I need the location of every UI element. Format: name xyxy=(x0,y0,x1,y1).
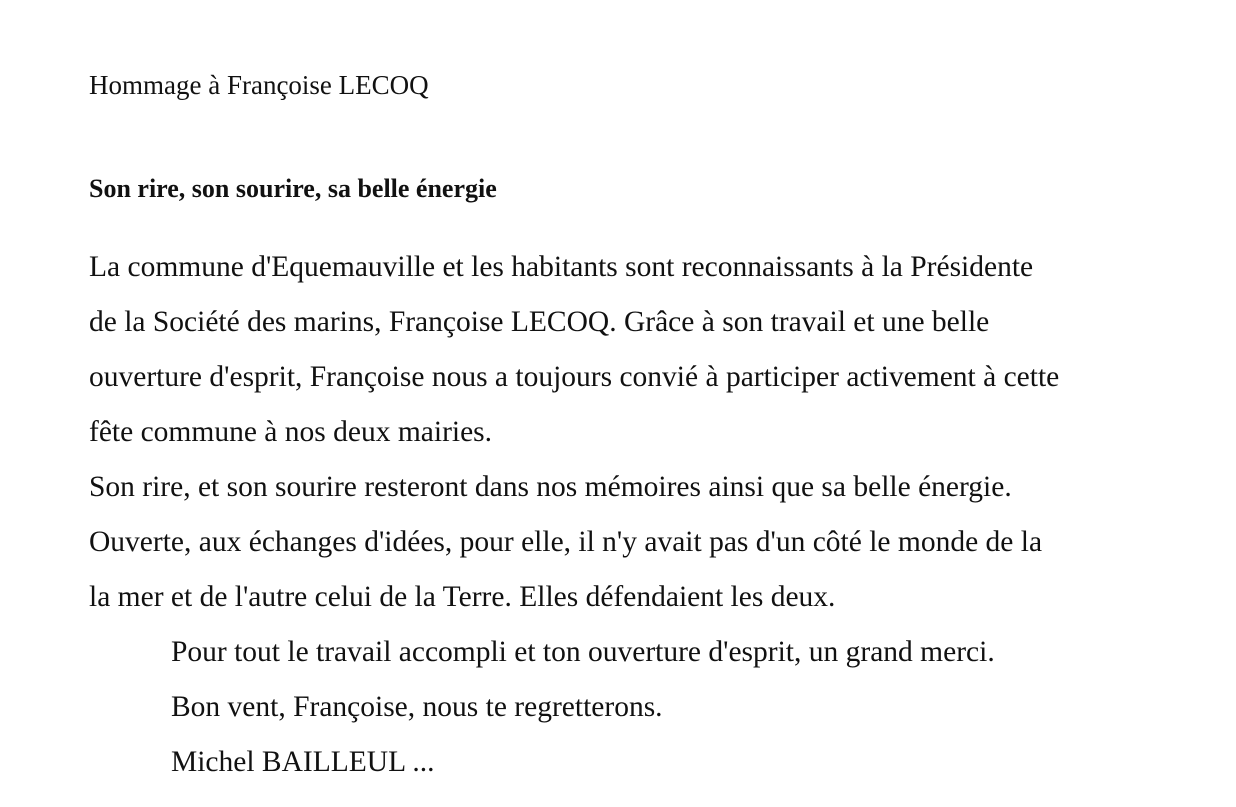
document-subtitle: Son rire, son sourire, sa belle énergie xyxy=(89,174,497,203)
paragraph-line: fête commune à nos deux mairies. xyxy=(89,416,493,448)
document-header: Hommage à Françoise LECOQ xyxy=(89,70,429,100)
document-body xyxy=(89,240,1209,790)
paragraph-line: la mer et de l'autre celui de la Terre. Elles défendaient les deux. xyxy=(89,581,836,613)
paragraph-line: La commune d'Equemauville et les habitants sont reconnaissants à la Présidente xyxy=(89,251,1034,283)
paragraph-line: de la Société des marins, Françoise LECOQ. Grâce à son travail et une belle xyxy=(89,306,990,338)
paragraph-line: Ouverte, aux échanges d'idées, pour elle, il n'y avait pas d'un côté le monde de la xyxy=(89,526,1043,558)
closing-farewell: Bon vent, Françoise, nous te regretterons. xyxy=(171,691,663,723)
closing-thanks: Pour tout le travail accompli et ton ouverture d'esprit, un grand merci. xyxy=(171,636,995,668)
paragraph-line: ouverture d'esprit, Françoise nous a toujours convié à participer activement à cette xyxy=(89,361,1060,393)
signature: Michel BAILLEUL ... xyxy=(171,746,435,778)
paragraph-line: Son rire, et son sourire resteront dans nos mémoires ainsi que sa belle énergie. xyxy=(89,471,1012,503)
